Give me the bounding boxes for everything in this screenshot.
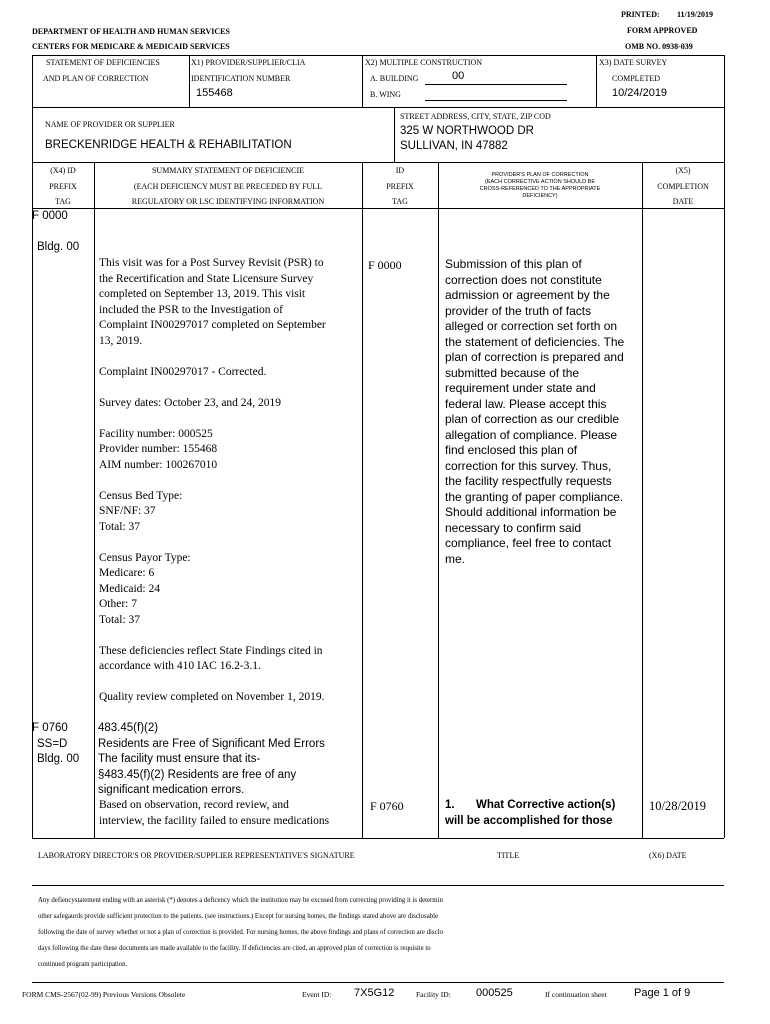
id-header-3: TAG (392, 197, 408, 206)
summary-header-1: SUMMARY STATEMENT OF DEFICIENCIE (151, 166, 305, 175)
entry1-building: Bldg. 00 (37, 241, 80, 253)
disclaimer-line: days following the date these documents are made available to the facility. If deficiencies are cited, an approved plan of correction is requisite to (38, 945, 431, 952)
entry2-scope-severity: SS=D (37, 737, 68, 750)
address-label: STREET ADDRESS, CITY, STATE, ZIP COD (400, 112, 551, 121)
building-value: 00 (452, 70, 465, 82)
disclaimer-line: other safegaurds provide sufficient protection to the patients. (see instructions.) Except for nursing homes, the findings stated above are disclosable (38, 913, 439, 920)
survey-date-value: 10/24/2019 (612, 87, 668, 99)
plan-line: me. (445, 551, 466, 566)
entry1-plan (445, 257, 624, 567)
plan-line: allegation of compliance. Please (445, 427, 618, 442)
narrative-line: accordance with 410 IAC 16.2-3.1. (99, 660, 261, 672)
x4-header-3: TAG (55, 197, 71, 206)
narrative-line: Facility number: 000525 (99, 427, 213, 440)
x2-label: X2) MULTIPLE CONSTRUCTION (365, 58, 483, 67)
narrative-line: Other: 7 (99, 598, 138, 610)
event-id-value: 7X5G12 (354, 987, 395, 999)
summary-header-3: REGULATORY OR LSC IDENTIFYING INFORMATION (131, 197, 325, 206)
wing-underline (425, 100, 567, 101)
city-state-zip: SULLIVAN, IN 47882 (400, 140, 508, 152)
plan-line: correction does not constitute (445, 272, 602, 287)
disclaimer (38, 893, 443, 973)
narrative-line: Medicare: 6 (99, 567, 155, 579)
plan-line: alleged or correction set forth on (445, 319, 618, 333)
statement-label-1: STATEMENT OF DEFICIENCIES (46, 58, 160, 67)
narrative-line (99, 628, 326, 644)
narrative-line: These deficiencies reflect State Findings cited in (99, 644, 323, 657)
statement-label-2: AND PLAN OF CORRECTION (43, 74, 149, 83)
street-address: 325 W NORTHWOOD DR (400, 125, 534, 137)
narrative-line: AIM number: 100267010 (99, 458, 218, 471)
plan-line: admission or agreement by the (445, 288, 610, 302)
narrative-line: SNF/NF: 37 (99, 505, 156, 517)
narrative-line: interview, the facility failed to ensure medications (99, 814, 330, 827)
plan-line: requirement under state and (445, 381, 596, 395)
entry2-tag: F 0760 (32, 722, 68, 734)
plan-line: the granting of paper compliance. (445, 489, 624, 504)
title-label: TITLE (497, 851, 520, 860)
facility-id-label: Facility ID: (416, 990, 451, 999)
entry2-plan-number: 1. (445, 799, 455, 811)
regulation-line: The facility must ensure that its- (98, 753, 261, 765)
plan-line: the statement of deficiencies. The (445, 334, 625, 349)
narrative-line (99, 411, 326, 427)
narrative-line: Provider number: 155468 (99, 443, 218, 455)
plan-line: submitted because of the (445, 365, 580, 380)
plan-line: correction for this survey. Thus, (445, 458, 612, 473)
regulation-line: Residents are Free of Significant Med Errors (98, 737, 325, 750)
plan-header-3: CROSS-REFERENCED TO THE APPROPRIATE (479, 186, 601, 192)
narrative-line: the Recertification and State Licensure Survey (99, 272, 314, 285)
disclaimer-line: Any defiencystatement ending with an asterisk (*) denotes a deficency which the institution may be excused from correcting providing it is determin (38, 897, 443, 904)
narrative-line: Quality review completed on November 1, 2019. (99, 691, 325, 703)
x1-label-2: IDENTIFICATION NUMBER (191, 74, 291, 83)
x5-header-3: DATE (672, 197, 694, 206)
building-label: A. BUILDING (370, 74, 419, 83)
narrative-line: 13, 2019. (99, 334, 143, 347)
plan-line: Submission of this plan of (445, 257, 582, 271)
x3-label-1: X3) DATE SURVEY (599, 58, 668, 67)
id-header-2: PREFIX (386, 182, 414, 191)
narrative-line (99, 380, 326, 396)
narrative-line (99, 473, 326, 489)
x6-date-label: (X6) DATE (649, 851, 687, 860)
page-number: Page 1 of 9 (634, 987, 691, 999)
narrative-line: included the PSR to the Investigation of (99, 303, 283, 316)
plan-line: compliance, feel free to contact (445, 536, 612, 550)
provider-name: BRECKENRIDGE HEALTH & REHABILITATION (45, 139, 292, 151)
plan-line: federal law. Please accept this (445, 396, 607, 411)
form-id: FORM CMS-2567(02-99) Previous Versions Obsolete (22, 990, 186, 999)
disclaimer-line: following the date of survey whether or not a plan of correction is provided. For nursing homes, the above findings and plans of correction are disclo (38, 929, 443, 936)
printed-date: 11/19/2019 (677, 10, 714, 19)
entry1-prefix-tag: F 0000 (32, 210, 68, 222)
building-underline (425, 84, 567, 85)
entry1-narrative (99, 256, 326, 706)
regulation-line: 483.45(f)(2) (98, 722, 159, 734)
entry2-plan-line2: will be accomplished for those (445, 815, 613, 827)
narrative-line: Complaint IN00297017 completed on September (99, 319, 326, 331)
disclaimer-line: continued program participation. (38, 961, 128, 968)
plan-header-4: DEFICIENCY) (522, 193, 558, 199)
provider-name-label: NAME OF PROVIDER OR SUPPLIER (45, 120, 175, 129)
plan-line: necessary to confirm said (445, 520, 582, 535)
wing-label: B. WING (370, 90, 401, 99)
printed-label: PRINTED: (621, 10, 660, 19)
x5-header-2: COMPLETION (657, 182, 709, 191)
x4-header-1: (X4) ID (50, 166, 76, 175)
regulation-line: significant medication errors. (98, 784, 245, 796)
x1-label-1: X1) PROVIDER/SUPPLIER/CLIA (191, 58, 306, 67)
narrative-line (99, 349, 326, 365)
entry2-plan-line1: What Corrective action(s) (476, 799, 616, 811)
signature-label: LABORATORY DIRECTOR'S OR PROVIDER/SUPPLIER REPRESENTATIVE'S SIGNATURE (38, 851, 355, 860)
narrative-line: Medicaid: 24 (99, 582, 160, 595)
department-name: DEPARTMENT OF HEALTH AND HUMAN SERVICES (32, 27, 230, 36)
narrative-line: completed on September 13, 2019. This visit (99, 288, 306, 300)
plan-line: plan of correction is prepared and (445, 350, 624, 364)
narrative-line: Total: 37 (99, 613, 141, 626)
plan-line: Should additional information be (445, 505, 617, 519)
continuation-label: If continuation sheet (545, 990, 607, 999)
narrative-line: Census Payor Type: (99, 551, 191, 564)
facility-id-value: 000525 (476, 987, 513, 999)
narrative-line (99, 535, 326, 551)
plan-line: provider of the truth of facts (445, 303, 592, 318)
entry2-regulation (98, 721, 325, 799)
regulation-line: §483.45(f)(2) Residents are free of any (98, 768, 297, 781)
centers-name: CENTERS FOR MEDICARE & MEDICAID SERVICES (32, 42, 230, 51)
x5-header-1: (X5) (675, 166, 691, 175)
narrative-line: Total: 37 (99, 520, 141, 533)
id-header-1: ID (395, 166, 405, 175)
entry2-prefix (32, 721, 79, 768)
plan-header-1: PROVIDER'S PLAN OF CORRECTION (491, 172, 589, 178)
narrative-line (99, 675, 326, 691)
plan-line: the facility respectfully requests (445, 474, 612, 488)
entry2-id-tag: F 0760 (370, 799, 404, 813)
entry2-completion-date: 10/28/2019 (649, 799, 706, 813)
plan-line: find enclosed this plan of (445, 443, 578, 457)
omb-number: OMB NO. 0938-039 (625, 42, 693, 51)
x3-label-2: COMPLETED (612, 74, 660, 83)
plan-line: plan of correction as our credible (445, 412, 620, 426)
summary-header-2: (EACH DEFICIENCY MUST BE PRECEDED BY FULL (133, 182, 323, 191)
x4-header-2: PREFIX (49, 182, 77, 191)
provider-id-value: 155468 (196, 87, 233, 99)
narrative-line: Survey dates: October 23, and 24, 2019 (99, 396, 282, 409)
entry1-id-tag: F 0000 (368, 258, 402, 272)
plan-header-2: (EACH CORRECTIVE ACTION SHOULD BE (484, 179, 596, 185)
entry2-building: Bldg. 00 (37, 753, 80, 765)
event-id-label: Event ID: (302, 990, 332, 999)
narrative-line: Census Bed Type: (99, 489, 183, 502)
narrative-line: This visit was for a Post Survey Revisit (PSR) to (99, 257, 324, 269)
narrative-line: Based on observation, record review, and (99, 799, 289, 811)
entry2-narrative (99, 798, 329, 829)
form-approved-label: FORM APPROVED (627, 26, 698, 35)
narrative-line: Complaint IN00297017 - Corrected. (99, 365, 267, 378)
